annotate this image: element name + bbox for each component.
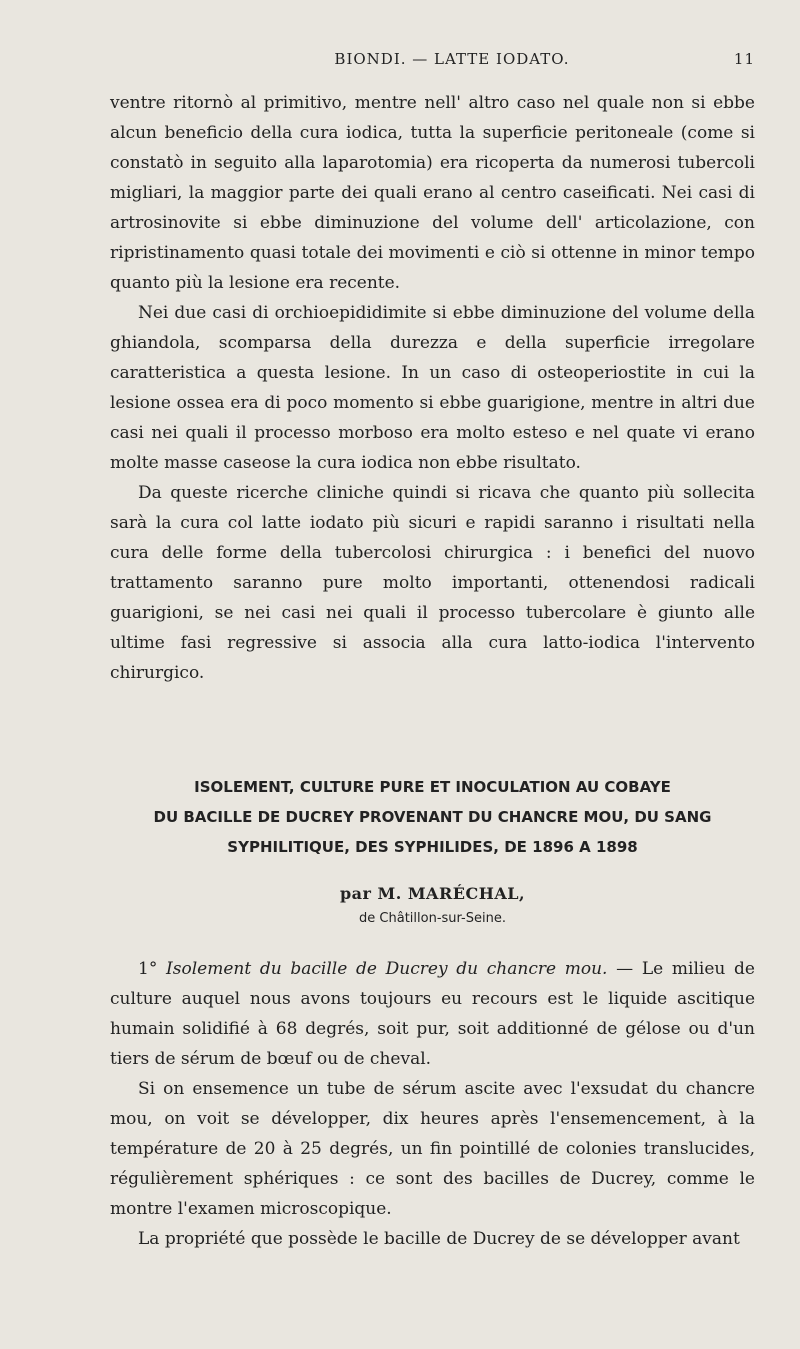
- section-paragraph-1: [110, 954, 755, 1074]
- section-paragraph-3: La propriété que possède le bacille de Ducrey de se développer avant: [138, 1229, 740, 1249]
- author: par M. MARÉCHAL,: [339, 884, 526, 903]
- article-title-line-3: SYPHILITIQUE, DES SYPHILIDES, DE 1896 A 1898: [227, 838, 638, 856]
- section-text: — Le milieu de culture auquel nous avons toujours eu recours est le liquide ascitique humain solidifié à 68 degrés, soit pur, soit additionné de gélose ou d'un tiers de sérum de bœuf ou de cheval.: [110, 959, 755, 1069]
- running-header: [110, 50, 755, 68]
- section-paragraph-2: Si on ensemence un tube de sérum ascite avec l'exsudat du chancre mou, on voit se développer, dix heures après l'ensemencement, à la température de 20 à 25 degrés, un fin pointillé de colonies translucides, régulièrement sphériques : ce sont des bacilles de Ducrey, comme le montre l'examen microscopique.: [110, 1079, 755, 1219]
- paragraph-3: Da queste ricerche cliniche quindi si ricava che quanto più sollecita sarà la cura col latte iodato più sicuri e rapidi saranno i risultati nella cura delle forme della tubercolosi chirurgica : i benefici del nuovo trattamento saranno pure molto importanti, ottenendosi radicali guarigioni, se nei casi nei quali il processo tubercolare è giunto alle ultime fasi regressive si associa alla cura latto-iodica l'intervento chirurgico.: [110, 483, 755, 683]
- paragraph-1: ventre ritornò al primitivo, mentre nell' altro caso nel quale non si ebbe alcun beneficio della cura iodica, tutta la superficie peritoneale (come si constatò in seguito alla laparotomia) era ricoperta da numerosi tubercoli migliari, la maggior parte dei quali erano al centro caseificati. Nei casi di artrosinovite si ebbe diminuzione del volume dell' articolazione, con ripristinamento quasi totale dei movimenti e ciò si ottenne in minor tempo quanto più la lesione era recente.: [110, 93, 755, 293]
- article-title-line-2: DU BACILLE DE DUCREY PROVENANT DU CHANCRE MOU, DU SANG: [153, 808, 712, 826]
- section-number: 1°: [138, 959, 167, 979]
- article-title-line-1: ISOLEMENT, CULTURE PURE ET INOCULATION AU COBAYE: [194, 778, 671, 796]
- running-title: BIONDI. — LATTE IODATO.: [334, 50, 570, 68]
- affiliation: de Châtillon-sur-Seine.: [359, 911, 506, 926]
- article-title: [110, 772, 755, 862]
- section-title: Isolement du bacille de Ducrey du chancre mou.: [166, 959, 608, 979]
- page-number: 11: [733, 50, 755, 68]
- paragraph-2: Nei due casi di orchioepididimite si ebbe diminuzione del volume della ghiandola, scomparsa della durezza e della superficie irregolare caratteristica a questa lesione. In un caso di osteoperiostite in cui la lesione ossea era di poco momento si ebbe guarigione, mentre in altri due casi nei quali il processo morboso era molto esteso e nel quate vi erano molte masse caseose la cura iodica non ebbe risultato.: [110, 303, 755, 473]
